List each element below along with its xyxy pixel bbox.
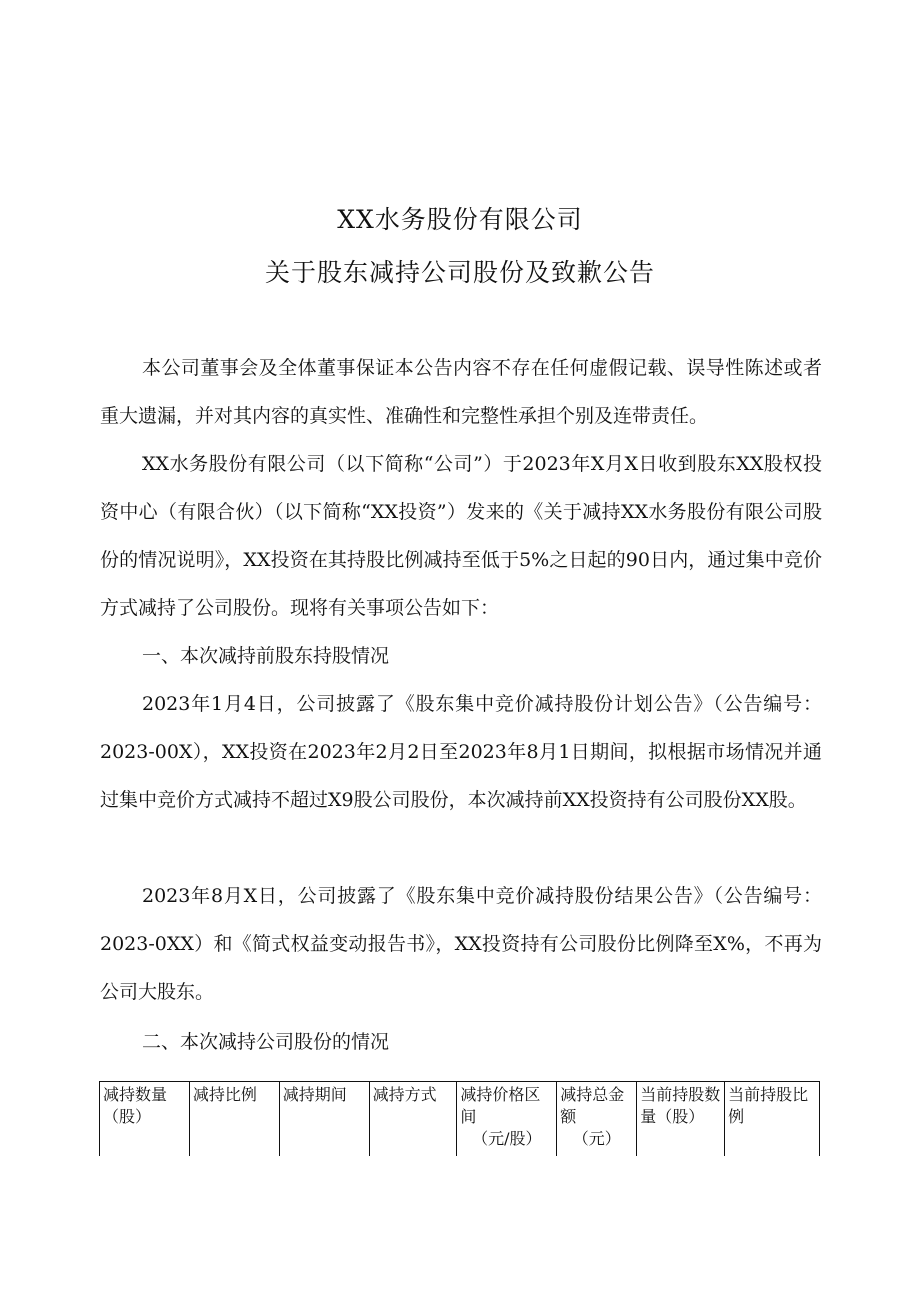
result-paragraph: 2023年8月X日，公司披露了《股东集中竞价减持股份结果公告》（公告编号：2023-0XX）和《简式权益变动报告书》，XX投资持有公司股份比例降至X%，不再为公司大股东。 — [100, 885, 822, 1003]
header-reduction-quantity: 减持数量（股） — [100, 1082, 190, 1157]
table-header-row — [100, 1082, 820, 1157]
header-reduction-period: 减持期间 — [279, 1082, 369, 1157]
header-reduction-method: 减持方式 — [369, 1082, 457, 1157]
header-current-shares: 当前持股数量（股） — [637, 1082, 725, 1157]
price-range-unit: （元/股） — [472, 1129, 542, 1148]
header-total-amount — [557, 1082, 637, 1157]
price-range-label: 减持价格区间 — [460, 1085, 541, 1126]
announcement-title: 关于股东减持公司股份及致歉公告 — [264, 258, 655, 287]
page-cutoff — [0, 1156, 920, 1301]
intro-paragraph: XX水务股份有限公司（以下简称“公司”）于2023年X月X日收到股东XX股权投资中心（有限合伙）（以下简称“XX投资”）发来的《关于减持XX水务股份有限公司股份的情况说明》，XX投资在其持股比例减持至低于5%之日起的90日内，通过集中竞价方式减持了公司股份。现将有关事项公告如下： — [100, 453, 822, 619]
company-title: XX水务股份有限公司 — [337, 205, 583, 234]
section-heading-2: 二、本次减持公司股份的情况 — [142, 1031, 390, 1053]
header-price-range — [457, 1082, 557, 1157]
reduction-table — [99, 1081, 820, 1156]
header-reduction-ratio: 减持比例 — [189, 1082, 279, 1157]
disclaimer-paragraph: 本公司董事会及全体董事保证本公告内容不存在任何虚假记载、误导性陈述或者重大遗漏，并对其内容的真实性、准确性和完整性承担个别及连带责任。 — [100, 357, 822, 427]
section-heading-1: 一、本次减持前股东持股情况 — [142, 645, 390, 667]
plan-paragraph: 2023年1月4日，公司披露了《股东集中竞价减持股份计划公告》（公告编号：2023-00X），XX投资在2023年2月2日至2023年8月1日期间，拟根据市场情况并通过集中竞价方式减持不超过X9股公司股份，本次减持前XX投资持有公司股份XX股。 — [100, 693, 822, 811]
total-amount-unit: （元） — [572, 1129, 621, 1148]
header-current-ratio: 当前持股比例 — [725, 1082, 820, 1157]
total-amount-label: 减持总金额 — [560, 1085, 625, 1126]
